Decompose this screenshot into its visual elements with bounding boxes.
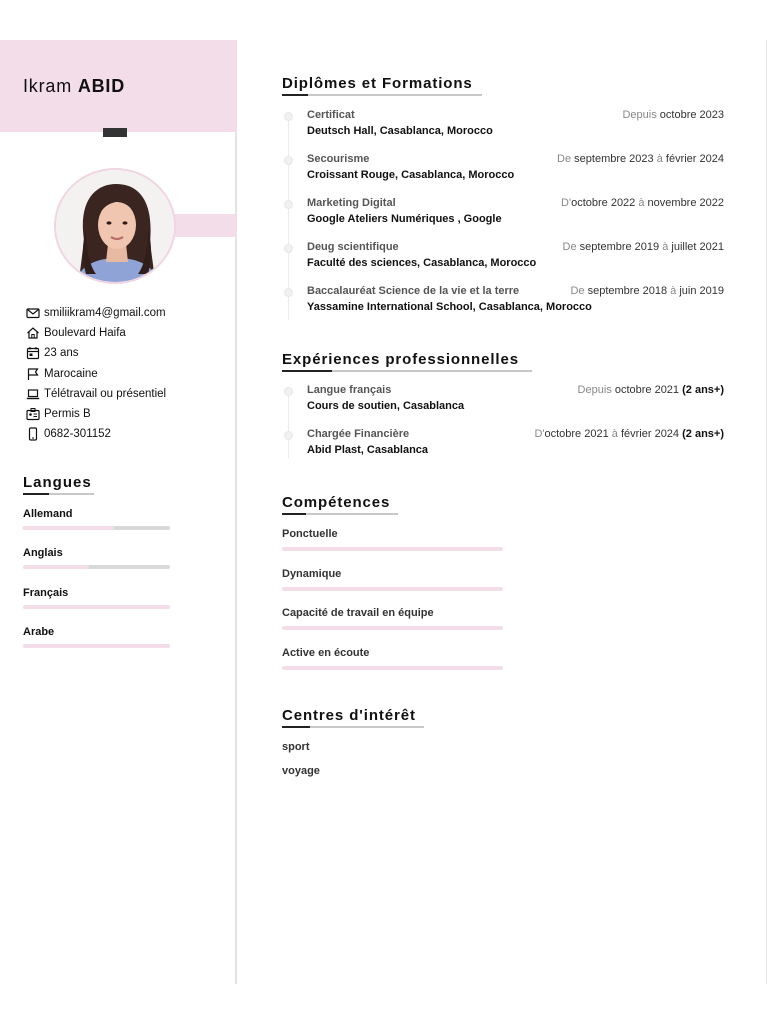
profile-photo xyxy=(54,168,176,284)
language-level-fill xyxy=(23,644,170,648)
entry-organization: Abid Plast, Casablanca xyxy=(307,444,429,456)
education-underline xyxy=(282,94,482,96)
skill-name: Dynamique xyxy=(282,568,342,580)
skill-bar xyxy=(282,626,503,630)
languages-underline xyxy=(23,493,94,495)
entry-date: D'octobre 2022 à novembre 2022 xyxy=(561,197,724,209)
entry-title: Chargée Financière xyxy=(307,428,410,440)
address-text: Boulevard Haifa xyxy=(44,327,126,340)
interests-underline xyxy=(282,726,424,728)
language-level-bar xyxy=(23,565,170,569)
timeline-dot xyxy=(284,387,293,396)
skill-bar xyxy=(282,666,503,670)
language-name: Anglais xyxy=(23,547,63,559)
entry-organization: Cours de soutien, Casablanca xyxy=(307,400,465,412)
contact-work-mode xyxy=(26,384,166,404)
timeline-dot xyxy=(284,200,293,209)
skill-item xyxy=(282,528,503,551)
entry-date: De septembre 2019 à juillet 2021 xyxy=(562,241,724,253)
language-name: Arabe xyxy=(23,626,55,638)
language-level-bar xyxy=(23,526,170,530)
language-name: Allemand xyxy=(23,508,73,520)
timeline-dot xyxy=(284,431,293,440)
language-item xyxy=(23,547,170,569)
name-tab-decoration xyxy=(103,128,127,137)
timeline-dot xyxy=(284,288,293,297)
skill-item xyxy=(282,568,503,591)
interests-title: Centres d'intérêt xyxy=(282,707,416,724)
language-level-fill xyxy=(23,565,89,569)
sidebar xyxy=(0,40,237,984)
contact-nationality xyxy=(26,364,166,384)
skill-bar xyxy=(282,587,503,591)
entry-organization: Google Ateliers Numériques , Google xyxy=(307,213,502,225)
language-level-fill xyxy=(23,605,170,609)
entry-date: D'octobre 2021 à février 2024 (2 ans+) xyxy=(534,428,724,440)
entry-title: Certificat xyxy=(307,109,355,121)
interest-item: voyage xyxy=(282,765,320,777)
entry-date: Depuis octobre 2021 (2 ans+) xyxy=(577,384,724,396)
timeline-dot xyxy=(284,156,293,165)
skill-name: Ponctuelle xyxy=(282,528,338,540)
calendar-icon xyxy=(26,346,40,360)
avatar-illustration xyxy=(56,170,176,284)
timeline-dot xyxy=(284,244,293,253)
entry-date: De septembre 2023 à février 2024 xyxy=(557,153,724,165)
id-card-icon xyxy=(26,407,40,421)
page-right-border xyxy=(766,40,767,984)
entry-title: Marketing Digital xyxy=(307,197,396,209)
experience-underline xyxy=(282,370,532,372)
contact-license xyxy=(26,404,166,424)
contact-age xyxy=(26,343,166,363)
entry-title: Baccalauréat Science de la vie et la terre xyxy=(307,285,520,297)
experience-title: Expériences professionnelles xyxy=(282,351,519,368)
work-mode-text: Télétravail ou présentiel xyxy=(44,387,167,400)
nationality-text: Marocaine xyxy=(44,367,98,380)
first-name: Ikram xyxy=(23,76,72,96)
skill-name: Capacité de travail en équipe xyxy=(282,607,434,619)
interest-item: sport xyxy=(282,741,310,753)
last-name: ABID xyxy=(77,76,126,96)
entry-title: Secourisme xyxy=(307,153,370,165)
language-name: Français xyxy=(23,587,69,599)
education-entry xyxy=(307,197,724,225)
name-header xyxy=(0,40,237,132)
education-title: Diplômes et Formations xyxy=(282,75,473,92)
laptop-icon xyxy=(26,387,40,401)
mail-icon xyxy=(26,306,40,320)
contact-address xyxy=(26,323,166,343)
experience-entry xyxy=(307,384,724,412)
experience-entry xyxy=(307,428,724,456)
home-icon xyxy=(26,326,40,340)
language-item xyxy=(23,587,170,609)
entry-date: Depuis octobre 2023 xyxy=(622,109,724,121)
contact-phone[interactable] xyxy=(26,424,166,444)
license-text: Permis B xyxy=(44,408,91,421)
timeline-dot xyxy=(284,112,293,121)
languages-title: Langues xyxy=(23,474,92,491)
entry-title: Deug scientifique xyxy=(307,241,399,253)
contact-list xyxy=(26,303,166,444)
education-entry xyxy=(307,285,724,313)
entry-date: De septembre 2018 à juin 2019 xyxy=(570,285,724,297)
phone-text: 0682-301152 xyxy=(44,428,111,441)
skills-title: Compétences xyxy=(282,494,391,511)
full-name xyxy=(23,76,125,97)
language-level-fill xyxy=(23,526,114,530)
entry-organization: Faculté des sciences, Casablanca, Morocco xyxy=(307,257,537,269)
skill-item xyxy=(282,647,503,670)
entry-organization: Croissant Rouge, Casablanca, Morocco xyxy=(307,169,515,181)
skill-name: Active en écoute xyxy=(282,647,370,659)
email-text: smiliikram4@gmail.com xyxy=(44,307,166,320)
education-entry xyxy=(307,241,724,269)
entry-organization: Deutsch Hall, Casablanca, Morocco xyxy=(307,125,493,137)
experience-timeline xyxy=(288,388,289,458)
skills-underline xyxy=(282,513,398,515)
skill-bar xyxy=(282,547,503,551)
flag-icon xyxy=(26,367,40,381)
education-entry xyxy=(307,109,724,137)
entry-title: Langue français xyxy=(307,384,392,396)
language-item xyxy=(23,626,170,648)
contact-email[interactable] xyxy=(26,303,166,323)
entry-organization: Yassamine International School, Casablanca, Morocco xyxy=(307,301,592,313)
language-level-bar xyxy=(23,605,170,609)
language-level-bar xyxy=(23,644,170,648)
education-entry xyxy=(307,153,724,181)
skill-item xyxy=(282,607,503,630)
age-text: 23 ans xyxy=(44,347,79,360)
language-item xyxy=(23,508,170,530)
phone-icon xyxy=(26,427,40,441)
